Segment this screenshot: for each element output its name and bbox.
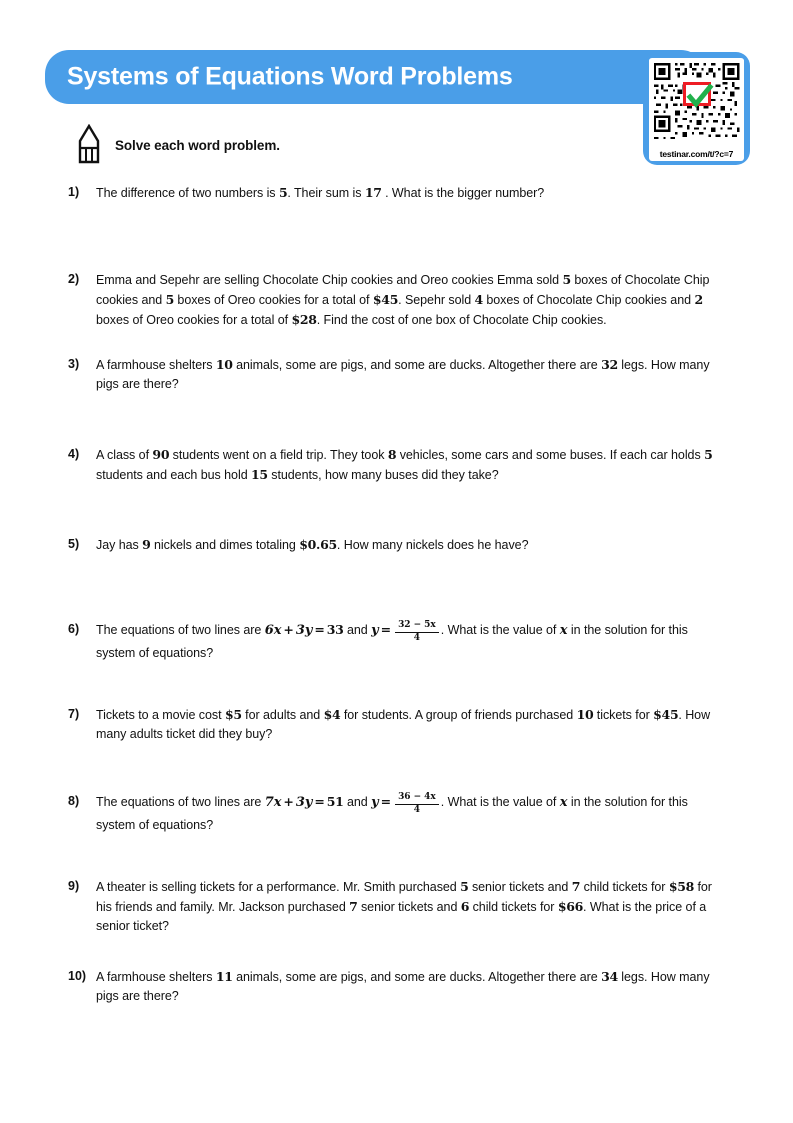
math-number: 15 <box>251 467 268 482</box>
math-operator: + <box>283 794 294 809</box>
text-run: and <box>343 795 372 809</box>
math-number: 5 <box>165 292 174 307</box>
math-number: $5 <box>224 707 242 722</box>
text-run: and <box>343 623 372 637</box>
text-run: . What is the bigger number? <box>381 186 545 200</box>
problem-number: 4) <box>68 447 80 461</box>
fraction <box>395 793 439 815</box>
math-number: $4 <box>323 707 341 722</box>
instruction-text: Solve each word problem. <box>115 137 280 153</box>
problem-item <box>68 877 716 936</box>
page-title: Systems of Equations Word Problems <box>67 62 513 91</box>
text-run: The equations of two lines are <box>96 623 265 637</box>
math-number: 33 <box>326 622 344 637</box>
instruction-row <box>76 124 280 166</box>
problem-item <box>68 967 716 1006</box>
math-number: 11 <box>215 969 233 984</box>
math-variable: 7x <box>264 795 282 810</box>
text-run: for adults and <box>241 708 324 722</box>
math-variable: 6x <box>264 623 282 638</box>
text-run: A theater is selling tickets for a performance. Mr. Smith purchased <box>96 880 461 894</box>
fraction-denominator: 4 <box>413 632 421 643</box>
math-number: 7 <box>571 879 581 894</box>
math-variable: 3y <box>295 795 313 810</box>
checkmark-icon <box>683 82 711 106</box>
math-number: 10 <box>215 357 233 372</box>
math-variable: 3y <box>295 623 313 638</box>
math-number: 5 <box>460 879 469 894</box>
math-number: $58 <box>668 879 695 894</box>
fraction-numerator: 36 − 4x <box>395 793 439 804</box>
text-run: child tickets for <box>469 900 558 914</box>
problem-number: 2) <box>68 272 80 286</box>
math-number: 5 <box>562 272 571 287</box>
math-number: 4 <box>474 292 483 307</box>
math-number: 32 <box>601 357 618 372</box>
problem-text <box>96 967 716 1006</box>
text-run: The equations of two lines are <box>96 795 265 809</box>
text-run: legs. How many pigs are there? <box>96 970 710 1003</box>
problem-number: 1) <box>68 185 80 199</box>
problem-text <box>96 270 716 330</box>
pencil-icon <box>76 124 102 166</box>
text-run: for students. A group of friends purchased <box>340 708 577 722</box>
text-run: . Sepehr sold <box>398 293 475 307</box>
fraction-denominator: 4 <box>413 804 421 815</box>
text-run: senior tickets and <box>468 880 572 894</box>
math-number: $45 <box>372 292 399 307</box>
header-banner <box>45 50 705 104</box>
math-operator: + <box>283 622 294 637</box>
text-run: for his friends and family. Mr. Jackson purchased <box>96 880 712 914</box>
text-run: boxes of Chocolate Chip cookies and <box>96 273 710 307</box>
problem-text <box>96 445 716 485</box>
text-run: animals, some are pigs, and some are ducks. Altogether there are <box>232 970 602 984</box>
text-run: tickets for <box>593 708 654 722</box>
text-run: animals, some are pigs, and some are ducks. Altogether there are <box>232 358 602 372</box>
math-number: $0.65 <box>299 537 337 552</box>
problem-number: 3) <box>68 357 80 371</box>
problem-item <box>68 183 716 203</box>
text-run: students, how many buses did they take? <box>267 468 499 482</box>
math-operator: = <box>314 794 325 809</box>
math-variable: y <box>371 623 379 638</box>
math-number: 8 <box>387 447 397 462</box>
problem-item <box>68 355 716 394</box>
text-run: vehicles, some cars and some buses. If each car holds <box>396 448 705 462</box>
math-number: 9 <box>142 537 151 552</box>
math-number: 90 <box>152 447 170 462</box>
math-number: 5 <box>278 185 288 200</box>
math-operator: = <box>380 794 392 809</box>
problem-text <box>96 535 716 555</box>
problem-item <box>68 445 716 485</box>
math-number: 10 <box>576 707 594 722</box>
math-variable: y <box>371 795 379 810</box>
problem-number: 7) <box>68 707 80 721</box>
problem-item <box>68 535 716 555</box>
text-run: boxes of Chocolate Chip cookies and <box>482 293 695 307</box>
problem-number: 5) <box>68 537 80 551</box>
problem-item <box>68 705 716 744</box>
math-number: 5 <box>704 447 713 462</box>
text-run: . How many adults ticket did they buy? <box>96 708 711 741</box>
qr-panel[interactable] <box>643 52 750 165</box>
text-run: The difference of two numbers is <box>96 186 279 200</box>
math-number: 34 <box>601 969 618 984</box>
text-run: . What is the price of a senior ticket? <box>96 900 707 933</box>
math-number: 51 <box>326 794 344 809</box>
text-run: . What is the value of <box>440 795 560 809</box>
text-run: students and each bus hold <box>96 468 252 482</box>
math-operator: = <box>380 622 392 637</box>
math-number: 2 <box>694 292 703 307</box>
math-operator: = <box>314 622 325 637</box>
math-number: 6 <box>460 899 470 914</box>
text-run: Tickets to a movie cost <box>96 708 225 722</box>
math-number: 17 <box>364 185 382 200</box>
text-run: . Find the cost of one box of Chocolate Chip cookies. <box>316 313 607 327</box>
problem-text <box>96 355 716 394</box>
text-run: child tickets for <box>580 880 669 894</box>
fraction-numerator: 32 − 5x <box>395 621 439 632</box>
problem-item <box>68 620 716 663</box>
qr-card <box>649 58 744 161</box>
qr-url-label: testinar.com/t/?c=7 <box>659 149 734 159</box>
text-run: boxes of Oreo cookies for a total of <box>174 293 373 307</box>
text-run: . What is the value of <box>440 623 560 637</box>
text-run: Emma and Sepehr are selling Chocolate Chip cookies and Oreo cookies Emma sold <box>96 273 563 287</box>
problem-item <box>68 270 716 330</box>
text-run: . Their sum is <box>287 186 365 200</box>
fraction <box>395 621 439 643</box>
text-run: in the solution for this system of equations? <box>96 795 688 833</box>
problem-number: 8) <box>68 794 80 808</box>
text-run: A class of <box>96 448 153 462</box>
math-number: $28 <box>291 312 317 327</box>
math-variable: x <box>559 623 568 638</box>
problem-text <box>96 792 716 835</box>
text-run: in the solution for this system of equations? <box>96 623 688 661</box>
problem-number: 6) <box>68 622 80 636</box>
problem-number: 9) <box>68 879 80 893</box>
problem-text <box>96 877 716 936</box>
text-run: Jay has <box>96 538 143 552</box>
text-run: nickels and dimes totaling <box>150 538 300 552</box>
problem-text <box>96 705 716 744</box>
text-run: A farmhouse shelters <box>96 358 216 372</box>
math-number: 7 <box>349 899 358 914</box>
text-run: boxes of Oreo cookies for a total of <box>96 313 292 327</box>
problem-item <box>68 792 716 835</box>
math-number: $45 <box>653 707 679 722</box>
text-run: A farmhouse shelters <box>96 970 216 984</box>
text-run: students went on a field trip. They took <box>169 448 388 462</box>
math-variable: x <box>559 795 568 810</box>
problem-text <box>96 620 716 663</box>
math-number: $66 <box>557 899 584 914</box>
text-run: legs. How many pigs are there? <box>96 358 710 391</box>
text-run: senior tickets and <box>357 900 461 914</box>
text-run: . How many nickels does he have? <box>336 538 529 552</box>
problem-number: 10) <box>68 969 87 983</box>
problem-text <box>96 183 716 203</box>
